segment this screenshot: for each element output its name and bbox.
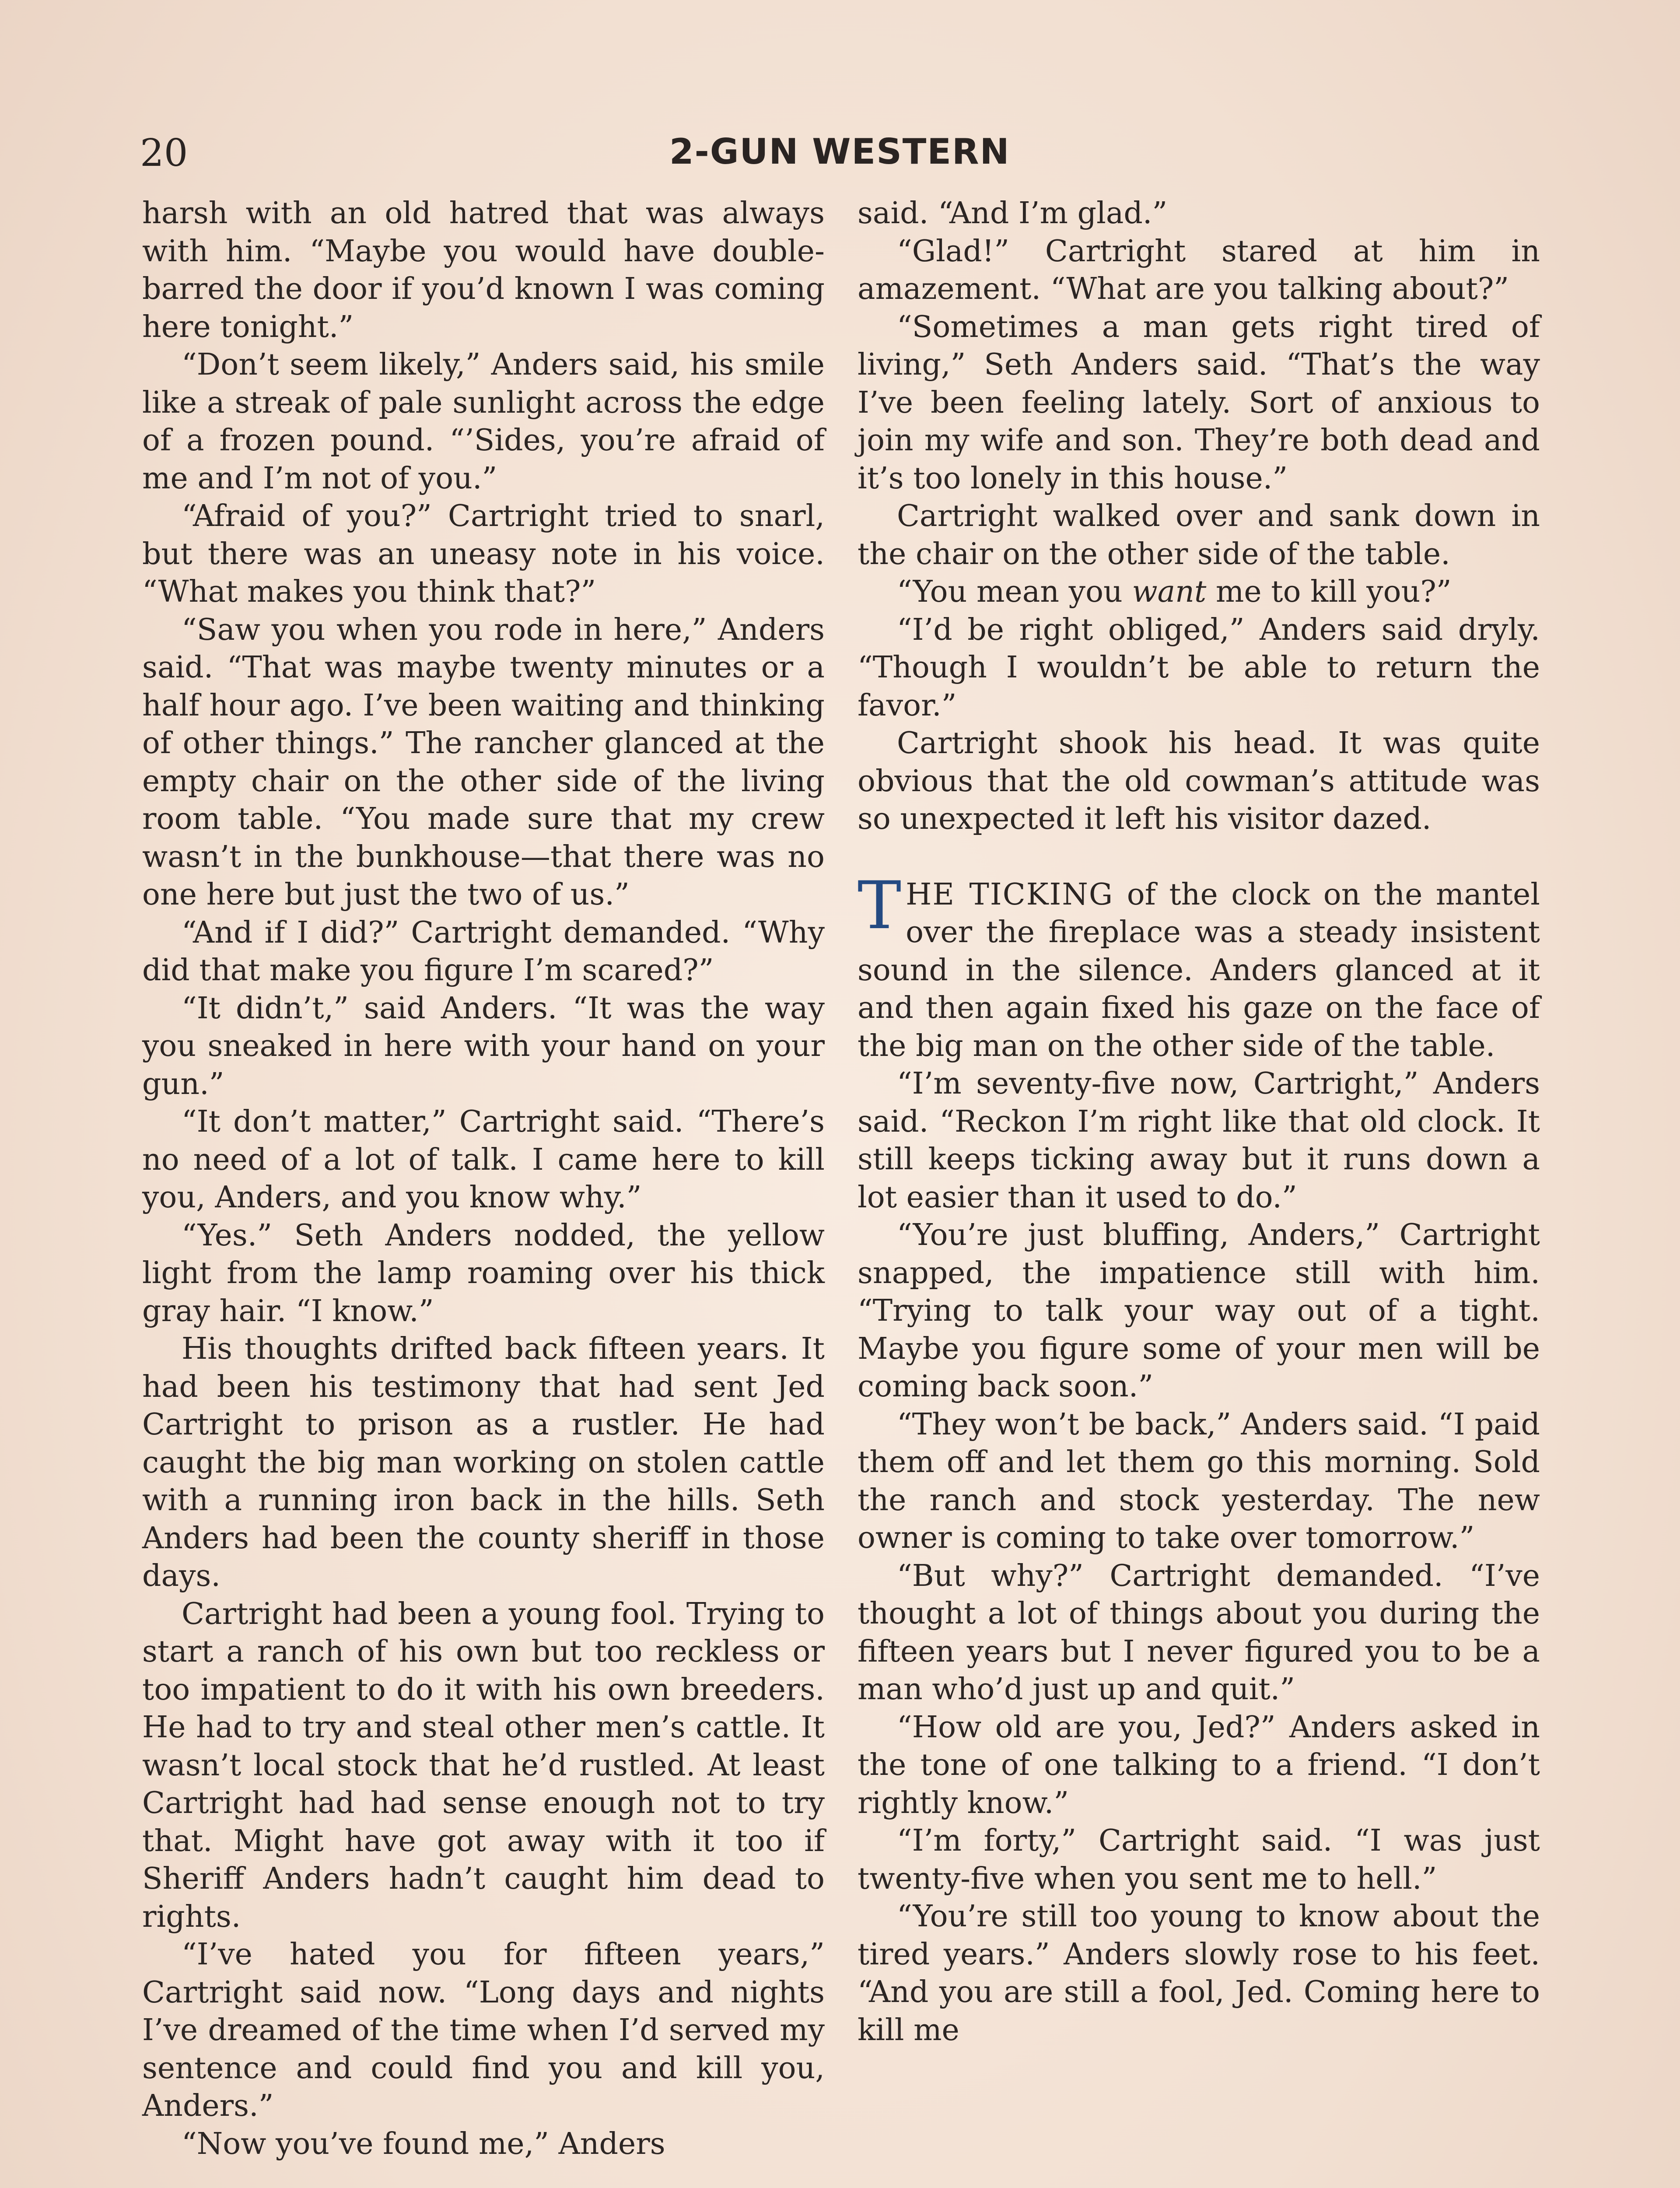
section-start-paragraph <box>858 867 1540 1066</box>
left-text-column <box>142 195 825 2163</box>
paragraph: Cartright had been a young fool. Trying to start a ranch of his own but too reckless or too impatient to do it with his own breeders. He had to try and steal other men’s cattle. It wasn’t local stock that he’d rustled. At least Cartright had had sense enough not to try that. Might have got away with it too if Sheriff Anders hadn’t caught him dead to rights. <box>142 1596 825 1934</box>
paragraph: “It didn’t,” said Anders. “It was the way you sneaked in here with your hand on your gun.” <box>142 991 825 1101</box>
paragraph: “I’d be right obliged,” Anders said dryly. “Though I wouldn’t be able to return the favor.” <box>858 612 1540 723</box>
paragraph-text: me to kill you?” <box>1206 575 1452 609</box>
paragraph: “How old are you, Jed?” Anders asked in the tone of one talking to a friend. “I don’t rightly know.” <box>858 1710 1540 1820</box>
running-title: 2-GUN WESTERN <box>669 131 1010 172</box>
paragraph: harsh with an old hatred that was always with him. “Maybe you would have double-barred the door if you’d known I was coming here tonight.” <box>142 196 825 344</box>
paragraph: “I’ve hated you for fifteen years,” Cartright said now. “Long days and nights I’ve dreamed of the time when I’d served my sentence and could find you and kill you, Anders.” <box>142 1937 825 2123</box>
paragraph: “Afraid of you?” Cartright tried to snarl, but there was an uneasy note in his voice. “What makes you think that?” <box>142 499 825 609</box>
paragraph: “But why?” Cartright demanded. “I’ve thought a lot of things about you during the fifteen years but I never figured you to be a man who’d just up and quit.” <box>858 1558 1540 1707</box>
paragraph: “They won’t be back,” Anders said. “I paid them off and let them go this morning. Sold the ranch and stock yesterday. The new owner is coming to take over tomorrow.” <box>858 1407 1540 1555</box>
page-number: 20 <box>140 131 188 175</box>
paragraph <box>858 573 1540 611</box>
small-caps-lead: HE TICKING <box>906 877 1114 912</box>
paragraph: “Yes.” Seth Anders nodded, the yellow light from the lamp roaming over his thick gray hair. “I know.” <box>142 1218 825 1329</box>
paragraph: “Don’t seem likely,” Anders said, his smile like a streak of pale sunlight across the edge of a frozen pound. “’Sides, you’re afraid of me and I’m not of you.” <box>142 347 825 496</box>
paragraph-text: “You mean you <box>897 575 1132 609</box>
paragraph: “Now you’ve found me,” Anders <box>182 2126 665 2161</box>
paragraph: said. “And I’m glad.” <box>858 196 1168 231</box>
paragraph: “Sometimes a man gets right tired of living,” Seth Anders said. “That’s the way I’ve been feeling lately. Sort of anxious to join my wife and son. They’re both dead and it’s too lonely in this house.” <box>858 309 1540 496</box>
drop-cap: T <box>858 867 902 944</box>
paragraph: “I’m forty,” Cartright said. “I was just twenty-five when you sent me to hell.” <box>858 1823 1540 1896</box>
paragraph: Cartright shook his head. It was quite obvious that the old cowman’s attitude was so unexpected it left his visitor dazed. <box>858 726 1540 836</box>
paragraph: “I’m seventy-five now, Cartright,” Anders said. “Reckon I’m right like that old clock. It still keeps ticking away but it runs down a lot easier than it used to do.” <box>858 1066 1540 1215</box>
paragraph: “And if I did?” Cartright demanded. “Why did that make you figure I’m scared?” <box>142 915 825 988</box>
paragraph: Cartright walked over and sank down in the chair on the other side of the table. <box>858 499 1540 572</box>
paragraph-text: of the clock on the mantel over the fireplace was a steady insistent sound in the silence. Anders glanced at it and then again fixed his gaze on the face of the big man on the other side of the table. <box>858 877 1540 1063</box>
paragraph: “Glad!” Cartright stared at him in amazement. “What are you talking about?” <box>858 234 1540 306</box>
paragraph: His thoughts drifted back fifteen years. It had been his testimony that had sent Jed Cartright to prison as a rustler. He had caught the big man working on stolen cattle with a running iron back in the hills. Seth Anders had been the county sheriff in those days. <box>142 1332 825 1593</box>
emphasis-text: want <box>1132 575 1207 609</box>
paragraph: “It don’t matter,” Cartright said. “There’s no need of a lot of talk. I came here to kill you, Anders, and you know why.” <box>142 1105 825 1215</box>
page-header <box>140 131 1540 184</box>
paragraph: “You’re just bluffing, Anders,” Cartright snapped, the impatience still with him. “Trying to talk your way out of a tight. Maybe you figure some of your men will be coming back soon.” <box>858 1218 1540 1404</box>
paragraph: “You’re still too young to know about the tired years.” Anders slowly rose to his feet. “And you are still a fool, Jed. Coming here to kill me <box>858 1899 1540 2048</box>
right-text-column <box>858 195 1540 2049</box>
paragraph: “Saw you when you rode in here,” Anders said. “That was maybe twenty minutes or a half hour ago. I’ve been waiting and thinking of other things.” The rancher glanced at the empty chair on the other side of the living room table. “You made sure that my crew wasn’t in the bunkhouse—that there was no one here but just the two of us.” <box>142 612 825 912</box>
